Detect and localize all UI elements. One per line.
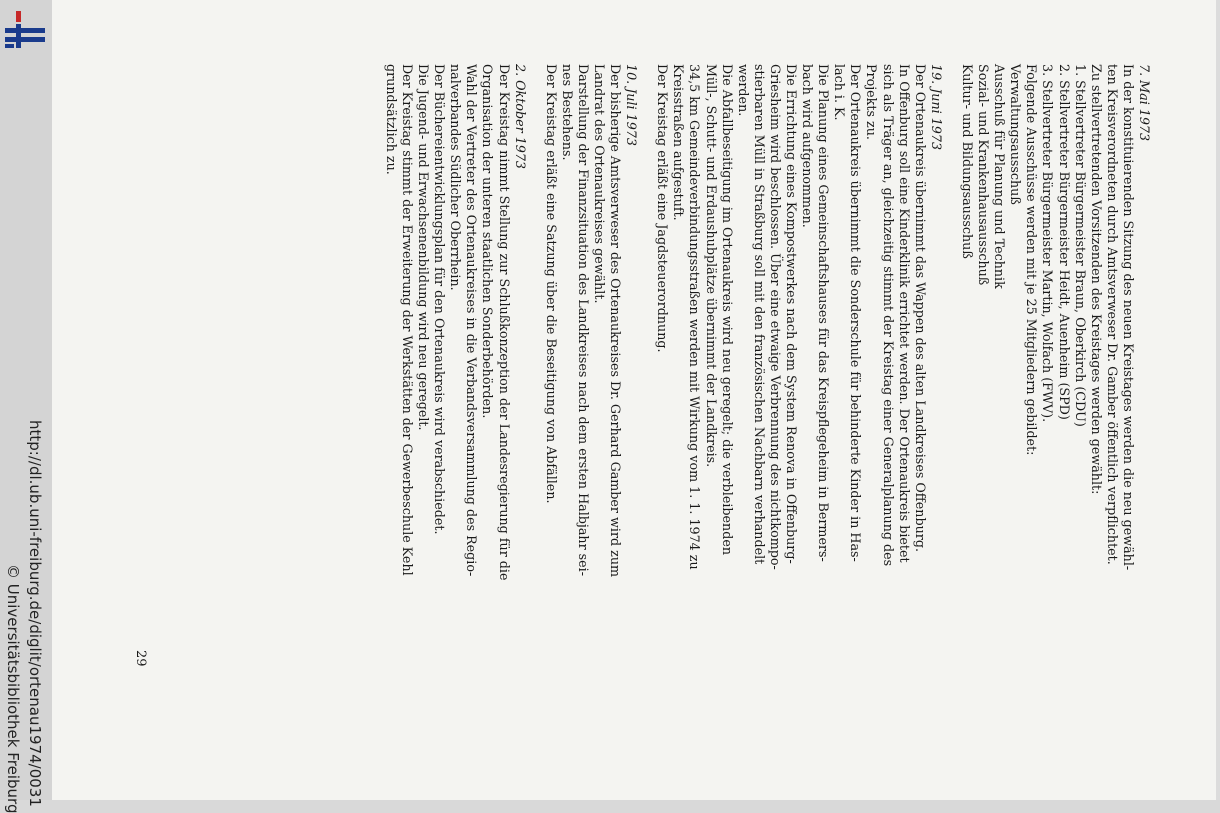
text-line: ten Kreisverordneten durch Amtsverweser Dr. Gamber öffentlich verpflichtet. bbox=[1104, 64, 1120, 565]
text-line: nes Bestehens. bbox=[559, 64, 575, 161]
copyright-notice: © Universitätsbibliothek Freiburg bbox=[4, 564, 22, 813]
text-line: sich als Träger an, gleichzeitig stimmt der Kreistag einer Generalplanung des bbox=[880, 64, 896, 567]
viewer-sidebar bbox=[0, 0, 52, 813]
section-gap bbox=[528, 64, 543, 754]
text-line: 2. Stellvertreter Bürgermeister Heidt, Auenheim (SPD) bbox=[1056, 64, 1072, 420]
text-line: Die Abfallbeseitigung im Ortenaukreis wird neu geregelt; die verbleibenden bbox=[719, 64, 735, 556]
text-line: Griesheim wird beschlossen. Über eine etwaige Verbrennung des nichtkompo- bbox=[767, 64, 783, 570]
text-line: Die Planung eines Gemeinschaftshauses für das Kreispflegeheim in Bermers- bbox=[816, 64, 832, 562]
section-gap bbox=[639, 64, 654, 754]
text-line: Der Kreistag nimmt Stellung zur Schlußkonzeption der Landesregierung für die bbox=[496, 64, 512, 581]
text-line: Folgende Ausschüsse werden mit je 25 Mitgliedern gebildet: bbox=[1024, 64, 1040, 456]
text-line: Landrat des Ortenaukreises gewählt. bbox=[592, 64, 607, 304]
text-line: 3. Stellvertreter Bürgermeister Martin, Wolfach (FWV). bbox=[1040, 64, 1056, 423]
text-line: Organisation der unteren staatlichen Sonderbehörden. bbox=[480, 64, 496, 419]
text-line: Darstellung der Finanzsituation des Landkreises nach dem ersten Halbjahr sei- bbox=[575, 64, 591, 577]
text-line: Zu stellvertretenden Vorsitzenden des Kreistages werden gewählt: bbox=[1088, 64, 1104, 495]
text-line: Der Kreistag erläßt eine Satzung über die Beseitigung von Abfällen. bbox=[543, 64, 559, 504]
section-date: 19. Juni 1973 bbox=[928, 64, 944, 151]
text-line: Sozial- und Krankenhausausschuß bbox=[976, 64, 992, 286]
text-line: Wahl der Vertreter des Ortenaukreises in die Verbandsversammlung des Regio- bbox=[464, 64, 480, 577]
scanned-page bbox=[52, 0, 1216, 800]
text-line: Die Errichtung eines Kompostwerkes nach dem System Renova in Offenburg- bbox=[784, 64, 800, 564]
text-line: Der Kreistag erläßt eine Jagdsteuerordnung. bbox=[655, 64, 671, 353]
text-line: Müll-, Schutt- und Erdaushubplätze übernimmt der Landkreis. bbox=[703, 64, 719, 468]
text-line: Der bisherige Amtsverweser des Ortenaukreises Dr. Gerhard Gamber wird zum bbox=[608, 64, 624, 578]
text-line: Der Kreistag stimmt der Erweiterung der Werkstätten der Gewerbeschule Kehl bbox=[399, 64, 415, 576]
section-date: 2. Oktober 1973 bbox=[512, 64, 528, 169]
section-date: 7. Mai 1973 bbox=[1137, 64, 1152, 142]
text-line: nalverbandes Südlicher Oberrhein. bbox=[448, 64, 464, 291]
text-line: Verwaltungsausschuß bbox=[1008, 64, 1024, 205]
text-line: bach wird aufgenommen. bbox=[800, 64, 816, 228]
page-edge bbox=[1216, 0, 1220, 800]
section-date: 10. Juli 1973 bbox=[624, 64, 640, 146]
text-line: werden. bbox=[735, 64, 751, 117]
text-line: 34,5 km Gemeindeverbindungsstraßen werden mit Wirkung vom 1. 1. 1974 zu bbox=[687, 64, 703, 570]
text-line: Ausschuß für Planung und Technik bbox=[992, 64, 1008, 289]
text-line: Der Ortenaukreis übernimmt das Wappen des alten Landkreises Offenburg. bbox=[912, 64, 928, 552]
text-line: Die Jugend- und Erwachsenenbildung wird neu geregelt. bbox=[416, 64, 432, 431]
source-url[interactable]: http://dl.ub.uni-freiburg.de/diglit/ortenau1974/0031 bbox=[26, 420, 44, 807]
text-line: Der Ortenaukreis übernimmt die Sonderschule für behinderte Kinder in Has- bbox=[848, 64, 864, 562]
text-line: stierbaren Müll in Straßburg soll mit den französischen Nachbarn verhandelt bbox=[751, 64, 767, 565]
text-line: Projekts zu. bbox=[864, 64, 880, 140]
text-line: Kultur- und Bildungsausschuß bbox=[959, 64, 975, 259]
text-line: Der Büchereientwicklungsplan für den Ortenaukreis wird verabschiedet. bbox=[432, 64, 448, 535]
text-line: lach i. K. bbox=[832, 64, 848, 121]
text-line: 1. Stellvertreter Bürgermeister Braun, Oberkirch (CDU) bbox=[1072, 64, 1088, 427]
text-line: In der konstituierenden Sitzung des neuen Kreistages werden die neu gewähl- bbox=[1120, 64, 1136, 571]
text-line: Kreisstraßen aufgestuft. bbox=[671, 64, 687, 221]
text-line: In Offenburg soll eine Kinderklinik errichtet werden. Der Ortenaukreis bietet bbox=[896, 64, 912, 563]
page-number: 29 bbox=[133, 650, 148, 667]
page-text bbox=[232, 64, 1152, 754]
section-gap bbox=[944, 64, 959, 754]
text-line: grundsätzlich zu. bbox=[383, 64, 399, 175]
